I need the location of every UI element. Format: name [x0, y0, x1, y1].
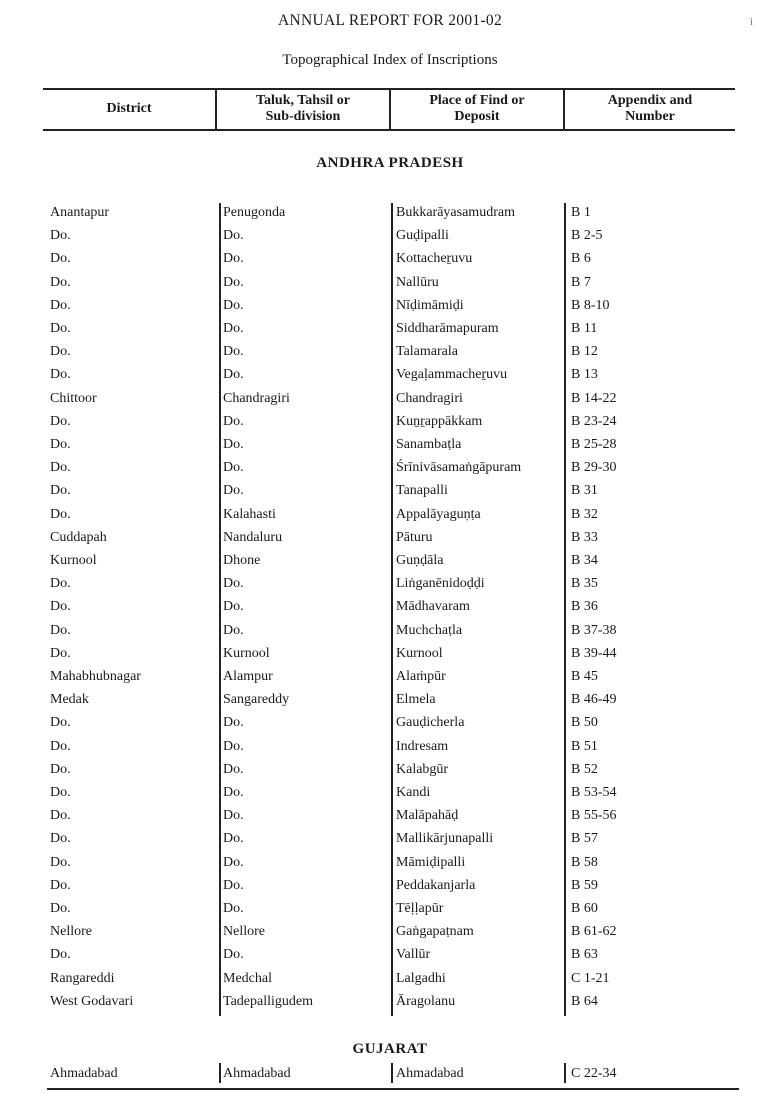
- cell-taluk: Do.: [223, 228, 244, 244]
- table-row: [0, 481, 780, 504]
- cell-appendix: B 6: [571, 251, 591, 267]
- cell-place: Chandragiri: [396, 390, 463, 406]
- cell-appendix: B 34: [571, 553, 598, 568]
- table-row: [0, 273, 780, 296]
- cell-taluk: Do.: [223, 785, 244, 800]
- cell-district: Do.: [50, 785, 71, 800]
- cell-district: Cuddapah: [50, 529, 107, 545]
- cell-appendix: B 36: [571, 599, 598, 615]
- cell-appendix: B 58: [571, 854, 598, 870]
- cell-district: Do.: [50, 877, 71, 893]
- cell-taluk: Sangareddy: [223, 692, 290, 708]
- cell-district: Do.: [50, 437, 71, 452]
- cell-taluk: Nellore: [223, 924, 265, 940]
- cell-place: Śrīnivāsamaṅgāpuram: [396, 460, 522, 476]
- cell-taluk: Kalahasti: [223, 506, 276, 522]
- table-row: [0, 969, 780, 992]
- column-header-taluk-line2: Sub-division: [265, 109, 341, 124]
- cell-appendix: B 55-56: [571, 808, 617, 824]
- cell-district: Do.: [50, 506, 71, 522]
- cell-place: Alaṁpūr: [396, 669, 446, 684]
- cell-district: Mahabhubnagar: [50, 669, 141, 684]
- cell-taluk: Do.: [223, 483, 244, 499]
- section-heading-gujarat: GUJARAT: [352, 1041, 428, 1057]
- cell-taluk: Do.: [223, 901, 244, 916]
- table-row: [0, 296, 780, 319]
- page-title: ANNUAL REPORT FOR 2001-02: [277, 12, 502, 29]
- cell-place: Guṇḍāla: [396, 553, 444, 568]
- cell-place: Vegaḷammacheṟuvu: [396, 367, 508, 383]
- cell-place: Bukkarāyasamudram: [396, 205, 515, 220]
- cell-district: Do.: [50, 460, 71, 476]
- cell-place: Gauḍicherla: [396, 715, 465, 731]
- cell-appendix: B 60: [571, 901, 598, 916]
- cell-appendix: B 37-38: [571, 622, 617, 638]
- cell-place: Muchchaṭla: [396, 622, 463, 638]
- cell-taluk: Do.: [223, 576, 244, 592]
- column-header-place-line1: Place of Find or: [429, 93, 525, 108]
- cell-district: Do.: [50, 761, 71, 777]
- cell-taluk: Do.: [223, 367, 244, 383]
- cell-appendix: B 29-30: [571, 460, 617, 476]
- table-row: [0, 621, 780, 644]
- table-row: [0, 992, 780, 1015]
- cell-appendix: B 46-49: [571, 692, 617, 708]
- table-row: [0, 389, 780, 412]
- cell-taluk: Do.: [223, 947, 244, 963]
- cell-district: Ahmadabad: [50, 1066, 118, 1081]
- table-row: [0, 806, 780, 829]
- page-corner-mark: i: [750, 16, 754, 28]
- table-row: [0, 690, 780, 713]
- cell-appendix: B 63: [571, 947, 598, 963]
- cell-appendix: B 31: [571, 483, 598, 499]
- table-row: [0, 319, 780, 342]
- cell-place: Indresam: [396, 738, 449, 754]
- cell-place: Kurnool: [396, 645, 443, 661]
- cell-place: Siddharāmapuram: [396, 321, 499, 336]
- table-row: [0, 783, 780, 806]
- cell-district: Do.: [50, 483, 71, 499]
- table-row: [0, 713, 780, 736]
- cell-district: Rangareddi: [50, 970, 115, 986]
- cell-taluk: Do.: [223, 854, 244, 870]
- table-row: [0, 342, 780, 365]
- cell-place: Talamarala: [396, 344, 458, 360]
- table-row: [0, 1064, 780, 1087]
- cell-place: Kuṉṟappākkam: [396, 413, 483, 429]
- cell-district: Do.: [50, 321, 71, 336]
- cell-appendix: B 7: [571, 274, 591, 290]
- cell-district: Do.: [50, 901, 71, 916]
- cell-appendix: B 11: [571, 321, 598, 336]
- table-row: [0, 644, 780, 667]
- cell-district: Do.: [50, 274, 71, 290]
- cell-appendix: B 2-5: [571, 228, 603, 244]
- cell-taluk: Do.: [223, 274, 244, 290]
- cell-place: Nallūru: [396, 274, 439, 290]
- cell-district: Nellore: [50, 924, 92, 940]
- cell-place: Āragolanu: [396, 993, 456, 1009]
- cell-appendix: B 33: [571, 529, 598, 545]
- table-row: [0, 574, 780, 597]
- cell-taluk: Nandaluru: [223, 529, 283, 545]
- cell-place: Malāpahāḍ: [396, 808, 459, 824]
- cell-place: Mallikārjunapalli: [396, 831, 494, 847]
- cell-appendix: B 1: [571, 205, 591, 220]
- cell-taluk: Do.: [223, 321, 244, 336]
- cell-taluk: Alampur: [223, 669, 273, 684]
- cell-district: Do.: [50, 344, 71, 360]
- column-header-taluk: [217, 90, 389, 128]
- table-subtitle: Topographical Index of Inscriptions: [282, 52, 498, 68]
- table-row: [0, 876, 780, 899]
- table-row: [0, 505, 780, 528]
- cell-taluk: Chandragiri: [223, 390, 290, 406]
- cell-district: Medak: [50, 692, 89, 708]
- cell-appendix: B 35: [571, 576, 598, 592]
- cell-appendix: B 12: [571, 344, 598, 360]
- cell-taluk: Do.: [223, 808, 244, 824]
- cell-appendix: B 45: [571, 669, 598, 684]
- cell-district: Do.: [50, 622, 71, 638]
- cell-place: Nīḍimāmiḍi: [396, 297, 464, 313]
- table-row: [0, 737, 780, 760]
- cell-district: Kurnool: [50, 553, 97, 568]
- cell-appendix: B 52: [571, 761, 598, 777]
- cell-district: Do.: [50, 645, 71, 661]
- cell-taluk: Do.: [223, 413, 244, 429]
- cell-district: Do.: [50, 947, 71, 963]
- cell-place: Kandi: [396, 785, 431, 800]
- column-header-appendix: [565, 90, 735, 128]
- column-header-district-line1: District: [106, 101, 152, 116]
- cell-taluk: Do.: [223, 761, 244, 777]
- cell-taluk: Do.: [223, 831, 244, 847]
- cell-place: Liṅganēnidoḍḍi: [396, 576, 485, 592]
- table-row: [0, 829, 780, 852]
- cell-place: Ahmadabad: [396, 1066, 464, 1081]
- cell-taluk: Kurnool: [223, 645, 270, 661]
- cell-taluk: Do.: [223, 622, 244, 638]
- cell-place: Māmiḍipalli: [396, 854, 466, 870]
- table-row: [0, 203, 780, 226]
- table-row: [0, 922, 780, 945]
- column-header-taluk-line1: Taluk, Tahsil or: [255, 93, 351, 108]
- cell-place: Sanambaṭla: [396, 437, 462, 452]
- cell-appendix: B 32: [571, 506, 598, 522]
- cell-appendix: C 1-21: [571, 970, 610, 986]
- cell-taluk: Do.: [223, 715, 244, 731]
- cell-appendix: B 53-54: [571, 785, 617, 800]
- cell-appendix: B 51: [571, 738, 598, 754]
- cell-taluk: Do.: [223, 344, 244, 360]
- table-row: [0, 528, 780, 551]
- cell-appendix: B 61-62: [571, 924, 617, 940]
- cell-appendix: B 8-10: [571, 297, 610, 313]
- cell-taluk: Penugonda: [223, 205, 286, 220]
- cell-district: Do.: [50, 251, 71, 267]
- cell-taluk: Do.: [223, 599, 244, 615]
- cell-taluk: Do.: [223, 460, 244, 476]
- cell-appendix: B 23-24: [571, 413, 617, 429]
- cell-taluk: Do.: [223, 297, 244, 313]
- cell-district: Chittoor: [50, 390, 97, 406]
- cell-district: West Godavari: [50, 993, 134, 1009]
- cell-place: Lalgadhi: [396, 970, 446, 986]
- cell-place: Elmela: [396, 692, 436, 708]
- table-row: [0, 551, 780, 574]
- cell-place: Guḍipalli: [396, 228, 449, 244]
- cell-appendix: B 39-44: [571, 645, 617, 661]
- cell-district: Do.: [50, 576, 71, 592]
- cell-place: Kalabgūr: [396, 761, 449, 777]
- cell-place: Vallūr: [396, 947, 431, 963]
- cell-district: Do.: [50, 831, 71, 847]
- table-row: [0, 458, 780, 481]
- cell-district: Do.: [50, 854, 71, 870]
- table-row: [0, 760, 780, 783]
- table-row: [0, 249, 780, 272]
- column-header-appendix-line1: Appendix and: [607, 93, 693, 108]
- table-row: [0, 365, 780, 388]
- cell-place: Gaṅgapaṭnam: [396, 924, 474, 940]
- cell-place: Peddakanjarla: [396, 877, 476, 893]
- table-row: [0, 597, 780, 620]
- cell-appendix: B 50: [571, 715, 598, 731]
- cell-place: Pāturu: [396, 529, 433, 545]
- cell-place: Mādhavaram: [396, 599, 470, 615]
- cell-place: Appalāyaguṇṭa: [396, 506, 481, 522]
- table-row: [0, 435, 780, 458]
- cell-taluk: Do.: [223, 251, 244, 267]
- cell-appendix: C 22-34: [571, 1066, 617, 1081]
- cell-taluk: Dhone: [223, 553, 261, 568]
- cell-appendix: B 64: [571, 993, 598, 1009]
- cell-district: Do.: [50, 228, 71, 244]
- section-heading-andhra-pradesh: ANDHRA PRADESH: [316, 155, 464, 171]
- cell-taluk: Do.: [223, 738, 244, 754]
- cell-district: Do.: [50, 367, 71, 383]
- cell-taluk: Medchal: [223, 970, 272, 986]
- cell-appendix: B 13: [571, 367, 598, 383]
- cell-district: Do.: [50, 715, 71, 731]
- cell-place: Tēḷḷapūr: [396, 901, 444, 916]
- cell-appendix: B 25-28: [571, 437, 617, 452]
- table-row: [0, 226, 780, 249]
- cell-district: Anantapur: [50, 205, 110, 220]
- cell-taluk: Do.: [223, 437, 244, 452]
- table-row: [0, 412, 780, 435]
- table-row: [0, 667, 780, 690]
- cell-district: Do.: [50, 599, 71, 615]
- column-header-place-line2: Deposit: [454, 109, 500, 124]
- cell-appendix: B 14-22: [571, 390, 617, 406]
- cell-place: Tanapalli: [396, 483, 448, 499]
- cell-appendix: B 57: [571, 831, 598, 847]
- table-bottom-rule: [47, 1088, 739, 1090]
- cell-district: Do.: [50, 738, 71, 754]
- cell-taluk: Tadepalligudem: [223, 993, 313, 1009]
- table-row: [0, 945, 780, 968]
- table-row: [0, 853, 780, 876]
- column-header-place: [391, 90, 563, 128]
- cell-district: Do.: [50, 808, 71, 824]
- table-row: [0, 899, 780, 922]
- cell-district: Do.: [50, 413, 71, 429]
- column-header-district: [43, 90, 215, 128]
- column-header-appendix-line2: Number: [625, 109, 675, 124]
- cell-appendix: B 59: [571, 877, 598, 893]
- cell-taluk: Do.: [223, 877, 244, 893]
- cell-taluk: Ahmadabad: [223, 1066, 291, 1081]
- cell-place: Kottacheṟuvu: [396, 251, 473, 267]
- cell-district: Do.: [50, 297, 71, 313]
